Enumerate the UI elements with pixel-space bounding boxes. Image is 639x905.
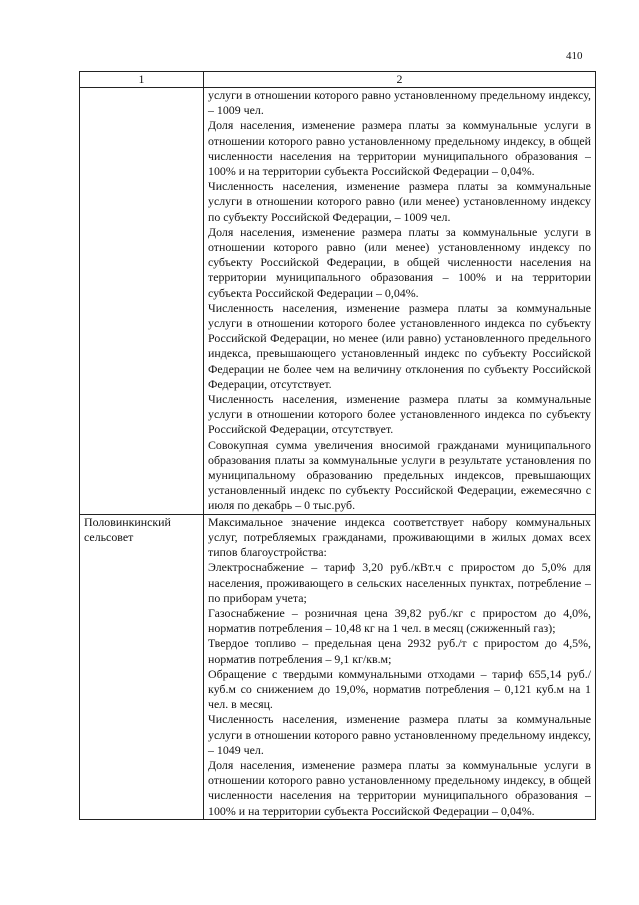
table-row [80, 514, 596, 819]
paragraph: Численность населения, изменение размера платы за коммунальные услуги в отношении которого более установленного индекса по субъекту Российской Федерации, но менее (или равно) установленного предельного индекса, превышающего установленный индекс по субъекту Российской Федерации не более чем на величину отклонения по субъекту Российской Федерации, отсутствует. [208, 300, 591, 391]
page-number: 410 [566, 50, 583, 62]
paragraph: Доля населения, изменение размера платы за коммунальные услуги в отношении которого равно установленному предельному индексу, в общей численности населения на территории муниципального образования – 100% и на территории субъекта Российской Федерации – 0,04%. [208, 757, 591, 818]
row-1-name [80, 88, 204, 515]
paragraph: услуги в отношении которого равно установленному предельному индексу, – 1009 чел. [208, 88, 591, 118]
paragraph: Максимальное значение индекса соответствует набору коммунальных услуг, потребляемых гражданами, проживающими в жилых домах всех типов благоустройства: [208, 514, 591, 560]
table-row [80, 88, 596, 515]
paragraph: Численность населения, изменение размера платы за коммунальные услуги в отношении которого более установленного индекса по субъекту Российской Федерации, отсутствует. [208, 392, 591, 437]
header-col-2: 2 [204, 72, 596, 88]
paragraph: Численность населения, изменение размера платы за коммунальные услуги в отношении которого равно (или менее) установленному индексу по субъекту Российской Федерации, – 1009 чел. [208, 179, 591, 224]
header-col-1: 1 [80, 72, 204, 88]
document-table [79, 71, 596, 820]
paragraph: Обращение с твердыми коммунальными отходами – тариф 655,14 руб./куб.м со снижением до 19,0%, норматив потребления – 0,121 куб.м на 1 чел. в месяц. [208, 666, 591, 712]
paragraph: Доля населения, изменение размера платы за коммунальные услуги в отношении которого равно установленному предельному индексу, в общей численности населения на территории муниципального образования – 100% и на территории субъекта Российской Федерации – 0,04%. [208, 118, 591, 179]
row-2-content [204, 514, 596, 819]
paragraph: Доля населения, изменение размера платы за коммунальные услуги в отношении которого равно (или менее) установленному индексу по субъекту Российской Федерации, в общей численности населения на территории муниципального образования – 100% и на территории субъекта Российской Федерации – 0,04%. [208, 224, 591, 300]
paragraph: Электроснабжение – тариф 3,20 руб./кВт.ч с приростом до 5,0% для населения, проживающего в сельских населенных пунктах, потребление – по приборам учета; [208, 560, 591, 605]
table-header-row [80, 72, 596, 88]
row-2-name: Половинкинский сельсовет [80, 514, 204, 819]
paragraph: Совокупная сумма увеличения вносимой гражданами муниципального образования платы за коммунальные услуги в результате установления по муниципальному образованию предельных индексов, превышающих установленный индекс по субъекту Российской Федерации, ежемесячно с июля по декабрь – 0 тыс.руб. [208, 437, 591, 513]
paragraph: Газоснабжение – розничная цена 39,82 руб./кг с приростом до 4,0%, норматив потребления – 10,48 кг на 1 чел. в месяц (сжиженный газ); [208, 605, 591, 636]
paragraph: Численность населения, изменение размера платы за коммунальные услуги в отношении которого равно установленному предельному индексу, – 1049 чел. [208, 712, 591, 757]
row-1-content [204, 88, 596, 515]
paragraph: Твердое топливо – предельная цена 2932 руб./т с приростом до 4,5%, норматив потребления – 9,1 кг/кв.м; [208, 636, 591, 666]
